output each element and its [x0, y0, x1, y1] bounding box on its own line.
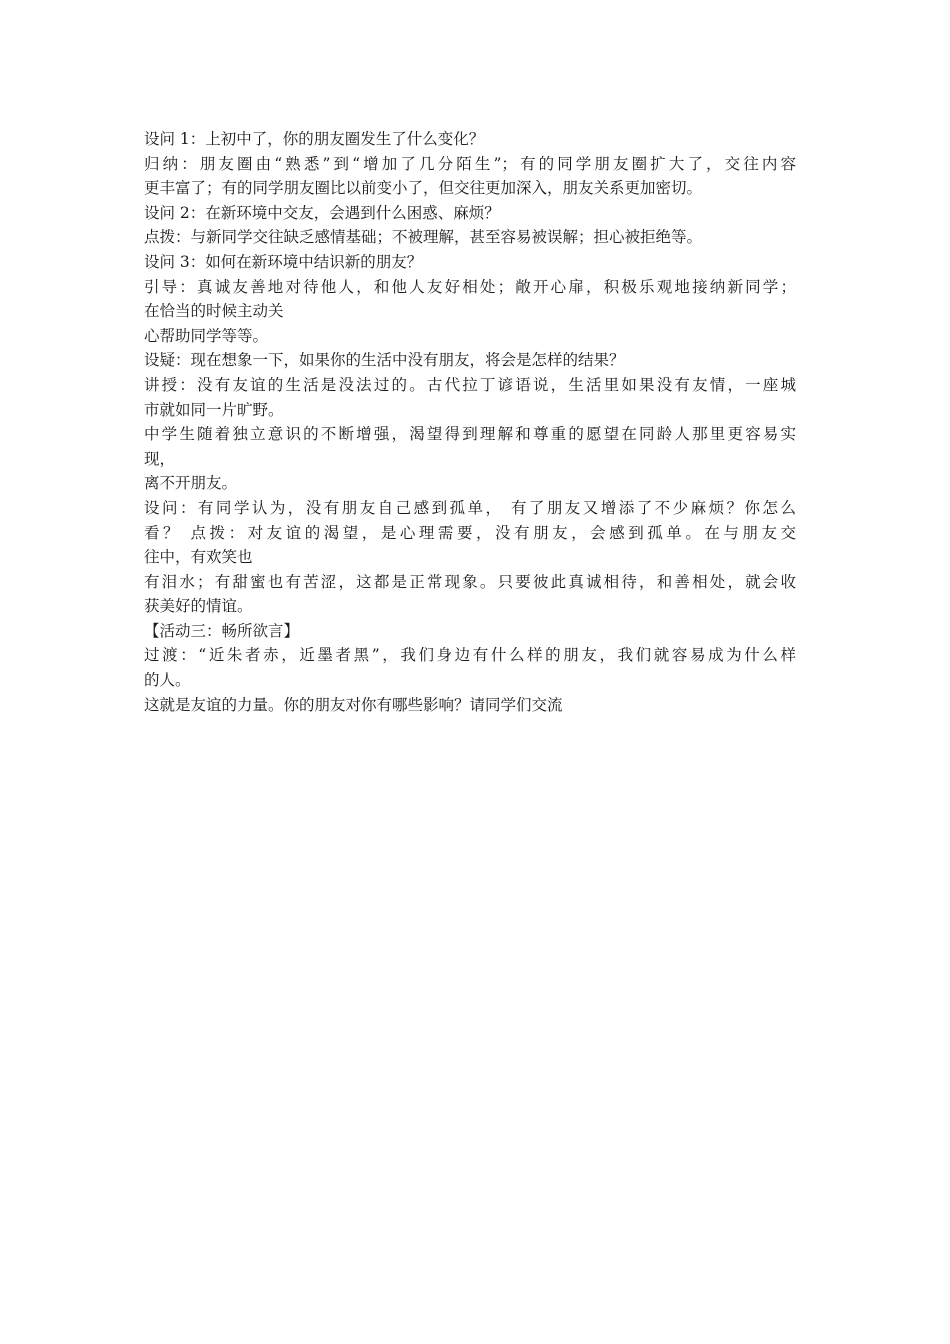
text-line: 离不开朋友。 [144, 474, 238, 493]
text-line: 设问 3：如何在新环境中结识新的朋友？ [144, 252, 423, 271]
text-line: 更丰富了；有的同学朋友圈比以前变小了，但交往更加深入，朋友关系更加密切。 [144, 179, 703, 198]
text-line: 现， [144, 449, 176, 468]
text-line: 【活动三：畅所欲言】 [144, 621, 300, 640]
text-line: 讲授：没有友谊的生活是没法过的。古代拉丁谚语说，生活里如果没有友情，一座城 [144, 375, 796, 394]
text-line: 引导：真诚友善地对待他人，和他人友好相处；敞开心扉，积极乐观地接纳新同学； [144, 277, 796, 296]
document-body [144, 127, 796, 717]
text-line: 市就如同一片旷野。 [144, 400, 284, 419]
text-line: 有泪水；有甜蜜也有苦涩，这都是正常现象。只要彼此真诚相待，和善相处，就会收 [144, 572, 796, 591]
text-line: 设问 2：在新环境中交友，会遇到什么困惑、麻烦？ [144, 203, 500, 222]
text-line: 的人。 [144, 671, 191, 690]
text-line: 获美好的情谊。 [144, 597, 253, 616]
text-line: 设问：有同学认为，没有朋友自己感到孤单， 有了朋友又增添了不少麻烦？你怎么 [144, 498, 796, 517]
text-line: 看？ 点拨：对友谊的渴望，是心理需要，没有朋友，会感到孤单。在与朋友交 [144, 523, 796, 542]
text-line: 归纳：朋友圈由“熟悉”到“增加了几分陌生”；有的同学朋友圈扩大了，交往内容 [144, 154, 796, 173]
text-line: 设问 1：上初中了，你的朋友圈发生了什么变化？ [144, 130, 485, 148]
text-line: 设疑：现在想象一下，如果你的生活中没有朋友，将会是怎样的结果？ [144, 351, 625, 370]
text-line: 过渡：“近朱者赤，近墨者黑”，我们身边有什么样的朋友，我们就容易成为什么样 [144, 646, 796, 665]
text-line: 在恰当的时候主动关 [144, 302, 284, 321]
text-line: 中学生随着独立意识的不断增强，渴望得到理解和尊重的愿望在同龄人那里更容易实 [144, 425, 796, 444]
text-line: 往中，有欢笑也 [144, 548, 253, 567]
text-line: 这就是友谊的力量。你的朋友对你有哪些影响？请同学们交流 [144, 695, 563, 714]
text-line: 心帮助同学等等。 [144, 326, 269, 345]
text-line: 点拨：与新同学交往缺乏感情基础；不被理解，甚至容易被误解；担心被拒绝等。 [144, 228, 703, 247]
